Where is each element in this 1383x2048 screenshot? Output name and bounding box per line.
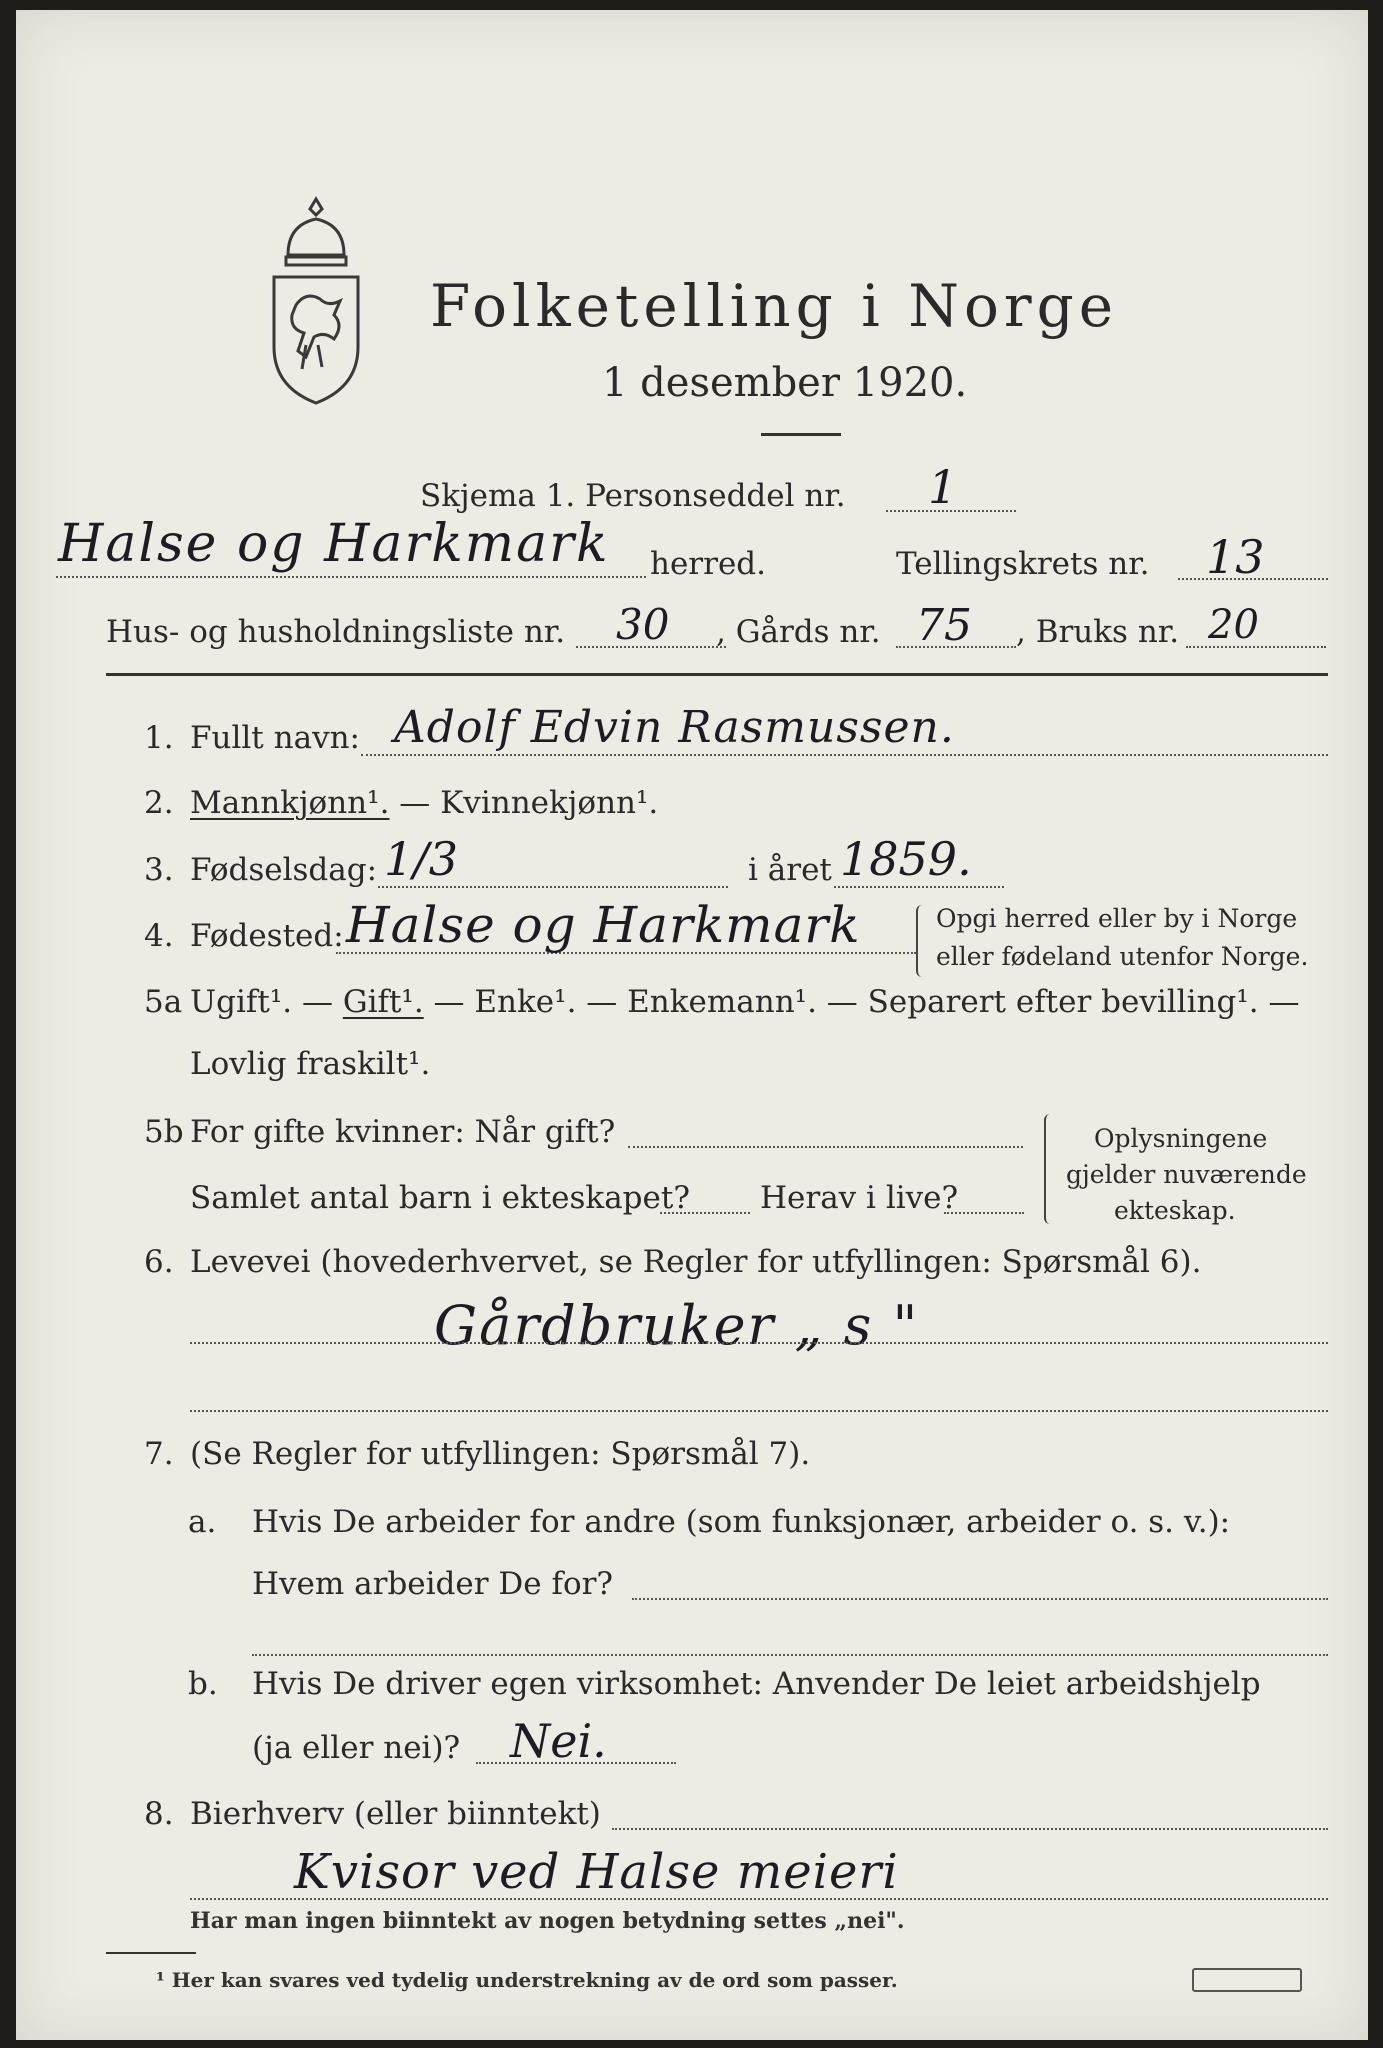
bruks-label: , Bruks nr. [1016,614,1180,650]
birth-year-label: i året [748,852,832,888]
schema-label: Skjema 1. Personseddel nr. [420,478,846,514]
birth-year-value: 1859. [840,832,972,886]
birthplace-bracket [916,905,928,977]
q3-number: 3. [144,852,174,888]
marital-status-options [190,984,1299,1020]
bruks-value: 20 [1208,602,1259,648]
married-women-label: For gifte kvinner: Når gift? [190,1114,616,1150]
q7a-number: a. [188,1504,217,1540]
marriage-note-1: Oplysningene [1094,1124,1268,1153]
q7-number: 7. [144,1436,174,1472]
employer-label: Hvem arbeider De for? [252,1566,614,1602]
q7b-line-1: Hvis De driver egen virksomhet: Anvender De leiet arbeidshjelp [252,1666,1261,1702]
norway-coat-of-arms-icon [266,195,366,410]
side-income-label: Bierhverv (eller biinntekt) [190,1796,601,1832]
sex-male-option: Mannkjønn¹. [190,785,390,821]
occupation-value: Gårdbruker „ s " [434,1294,920,1357]
gards-label: , Gårds nr. [716,614,881,650]
q2-number: 2. [144,785,174,821]
tellingskrets-label: Tellingskrets nr. [896,546,1150,582]
marital-ugift: Ugift¹. — [190,984,343,1020]
q6-number: 6. [144,1244,174,1280]
sex-female-option: — Kvinnekjønn¹. [389,785,659,821]
marital-others: — Enke¹. — Enkemann¹. — Separert efter bevilling¹. — [423,984,1300,1020]
q8-number: 8. [144,1796,174,1832]
marriage-note-3: ekteskap. [1114,1196,1236,1225]
marital-gift: Gift¹. [342,984,424,1020]
husholdningsliste-value: 30 [616,600,670,649]
q1-number: 1. [144,720,174,756]
tellingskrets-value: 13 [1206,530,1265,584]
birthplace-label: Fødested: [190,918,344,954]
birthplace-value: Halse og Harkmark [346,896,861,954]
q7-label: (Se Regler for utfyllingen: Spørsmål 7). [190,1436,811,1472]
occupation-label: Levevei (hovederhvervet, se Regler for utfyllingen: Spørsmål 6). [190,1244,1202,1280]
q7a-line-1: Hvis De arbeider for andre (som funksjonær, arbeider o. s. v.): [252,1504,1231,1540]
q5b-number: 5b [144,1114,184,1150]
section-divider [106,673,1328,676]
hired-help-label: (ja eller nei)? [252,1730,461,1766]
side-income-note: Har man ingen biinntekt av nogen betydning settes „nei". [190,1908,905,1934]
title-divider [761,433,841,436]
marriage-bracket [1044,1114,1056,1224]
full-name-label: Fullt navn: [190,720,360,756]
birthday-label: Fødselsdag: [190,852,378,888]
census-form-page [16,10,1368,2040]
husholdningsliste-label: Hus- og husholdningsliste nr. [106,614,566,650]
marital-fraskilt: Lovlig fraskilt¹. [190,1046,431,1082]
birthplace-note-1: Opgi herred eller by i Norge [936,904,1298,933]
gards-value: 75 [916,600,972,651]
hired-help-value: Nei. [510,1714,607,1768]
form-date: 1 desember 1920. [602,360,968,406]
printer-stamp-icon [1192,1968,1302,1992]
herred-label: herred. [650,546,766,582]
side-income-value: Kvisor ved Halse meieri [294,1844,899,1900]
children-alive-label: Herav i live? [760,1180,959,1216]
birthplace-note-2: eller fødeland utenfor Norge. [936,942,1309,971]
sex-options [190,785,658,821]
personseddel-number: 1 [928,460,958,514]
q7b-number: b. [188,1666,218,1702]
marriage-note-2: gjelder nuværende [1066,1160,1307,1189]
q4-number: 4. [144,918,174,954]
birthday-value: 1/3 [384,832,459,886]
form-title: Folketelling i Norge [430,272,1119,340]
full-name-value: Adolf Edvin Rasmussen. [394,702,955,753]
q5a-number: 5a [144,984,183,1020]
herred-value: Halse og Harkmark [58,514,610,574]
footnote-divider [106,1952,196,1954]
footnote: ¹ Her kan svares ved tydelig understrekning av de ord som passer. [156,1968,898,1992]
children-count-label: Samlet antal barn i ekteskapet? [190,1180,690,1216]
